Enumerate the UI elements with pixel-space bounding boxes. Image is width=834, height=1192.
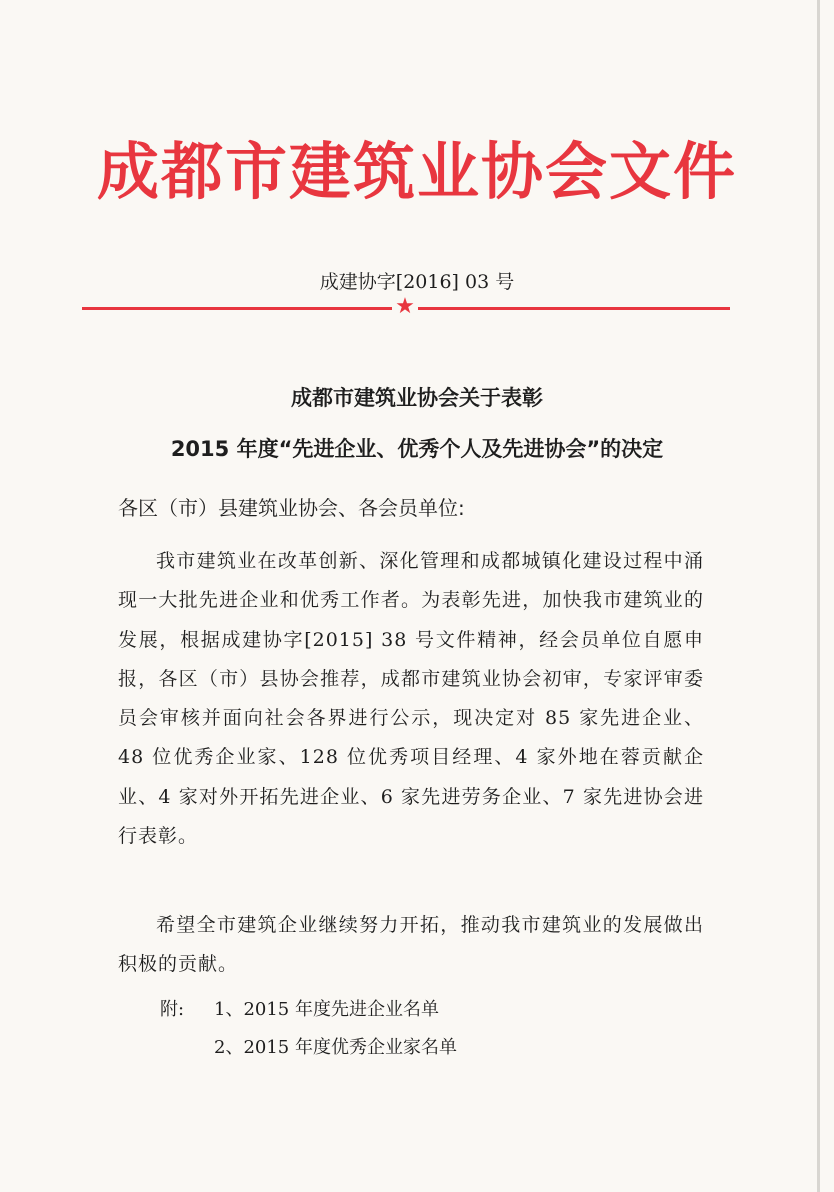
red-header-title: 成都市建筑业协会文件 [96,135,737,208]
document-title-line1: 成都市建筑业协会关于表彰 [291,386,543,410]
attachment-item-1: 1、2015 年度先进企业名单 [214,999,439,1020]
salutation: 各区（市）县建筑业协会、各会员单位: [118,496,465,520]
body-paragraph-2: 希望全市建筑企业继续努力开拓，推动我市建筑业的发展做出积极的贡献。 [118,914,704,976]
body-paragraph-1: 我市建筑业在改革创新、深化管理和成都城镇化建设过程中涌现一大批先进企业和优秀工作者。为表彰先进，加快我市建筑业的发展，根据成建协字[2015] 38 号文件精神，经会员单位自愿申报，各区（市）县协会推荐，成都市建筑业协会初审，专家评审委员会审核并面向社会各界进行公示，现决定对 85 家先进企业、48 位优秀企业家、128 位优秀项目经理、4 家外地在蓉贡献企业、4 家对外开拓先进企业、6 家先进劳务企业、7 家先进协会进行表彰。 [118,550,704,848]
document-number: 成建协字[2016] 03 号 [319,271,515,293]
red-rule-right [418,307,730,310]
attachment-item-2: 2、2015 年度优秀企业家名单 [214,1037,457,1058]
star-icon: ★ [395,294,415,319]
attachment-label: 附: [160,999,185,1020]
document-title-line2: 2015 年度“先进企业、优秀个人及先进协会”的决定 [170,437,664,461]
red-rule-left [82,307,392,310]
